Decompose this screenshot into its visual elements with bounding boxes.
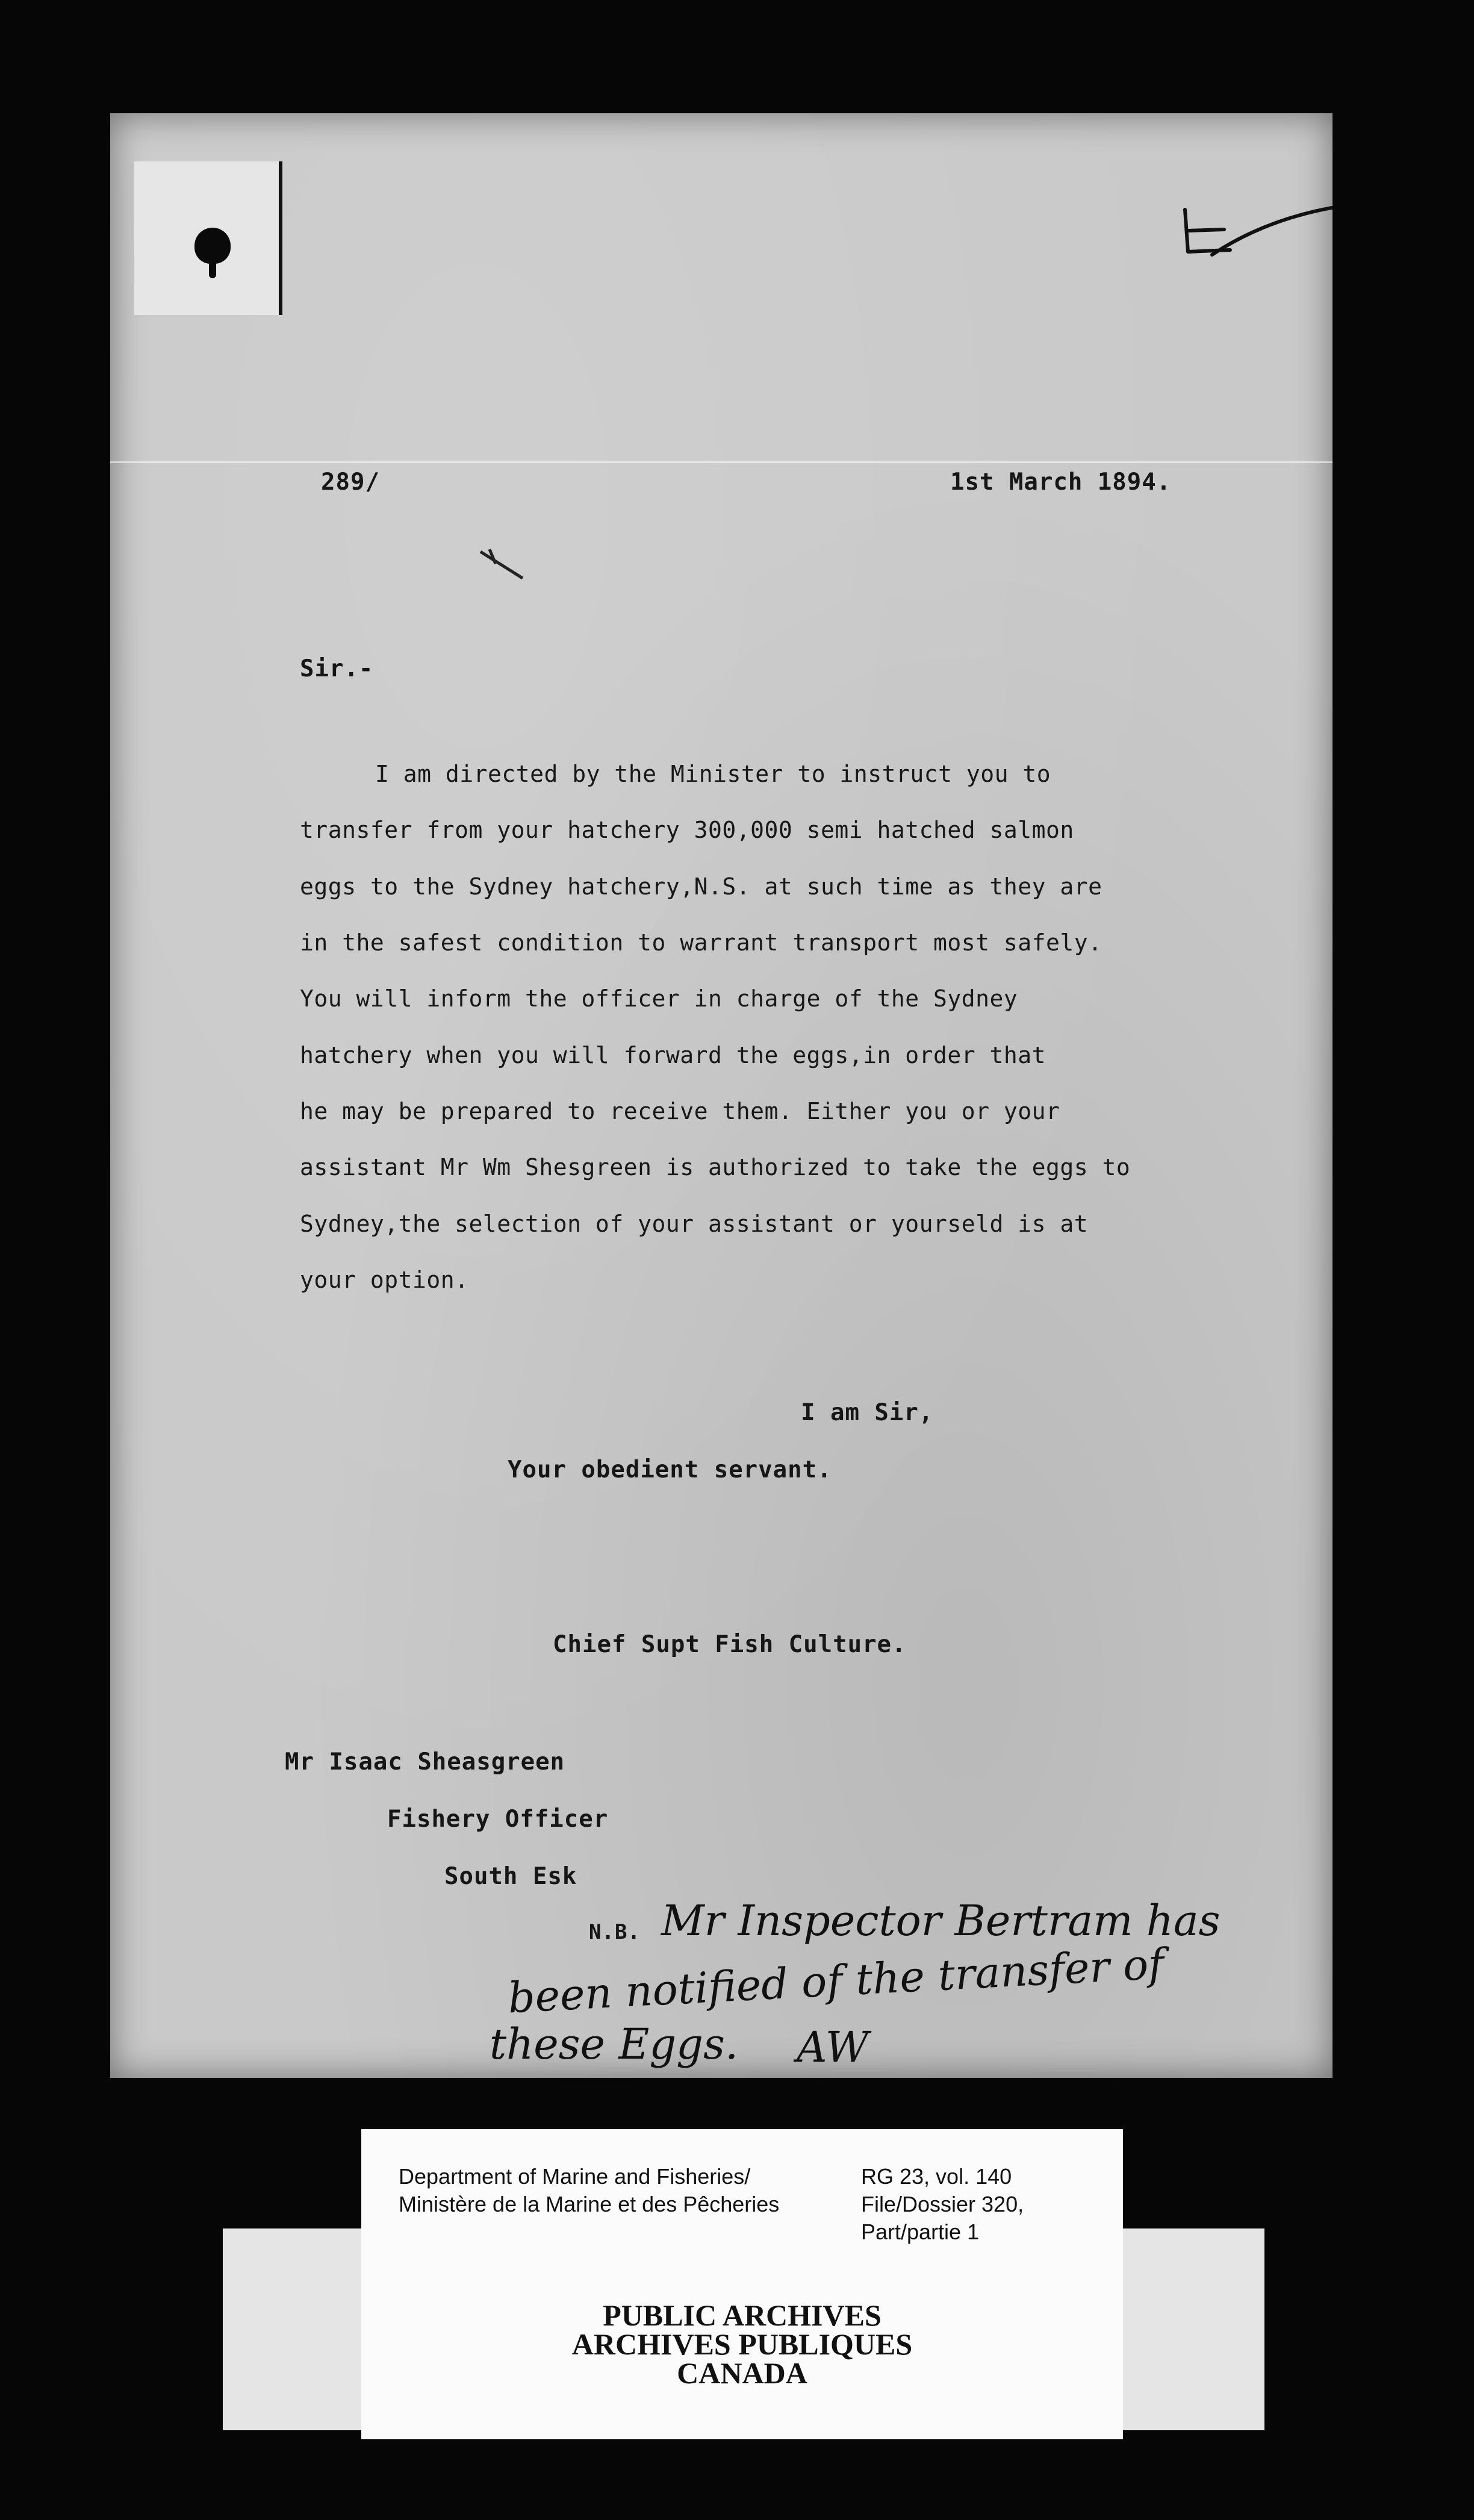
body-line: he may be prepared to receive them. Either you or your	[300, 1098, 1060, 1124]
stamp-line: CANADA	[677, 2356, 807, 2390]
salutation: Sir.-	[300, 655, 374, 682]
punch-hole-area	[134, 161, 282, 315]
punch-hole-icon	[194, 228, 231, 264]
letter-page	[110, 113, 1333, 2078]
reference-line: File/Dossier 320,	[861, 2192, 1024, 2216]
reference-line: Part/partie 1	[861, 2219, 980, 2244]
department-en: Department of Marine and Fisheries/	[399, 2164, 751, 2189]
body-line: eggs to the Sydney hatchery,N.S. at such time as they are	[300, 873, 1102, 900]
handwritten-initials: AW	[797, 2023, 869, 2072]
film-strip-right	[1114, 2228, 1264, 2430]
handwritten-note-line: been notified of the transfer of	[506, 1939, 1165, 2023]
signature-title: Chief Supt Fish Culture.	[553, 1631, 907, 1658]
body-line: assistant Mr Wm Shesgreen is authorized to take the eggs to	[300, 1154, 1131, 1180]
corner-mark-e	[1176, 195, 1333, 267]
letter-date: 1st March 1894.	[950, 469, 1172, 496]
closing-line-2: Your obedient servant.	[508, 1456, 832, 1483]
closing-line-1: I am Sir,	[801, 1399, 934, 1426]
fold-line	[110, 461, 1333, 463]
pencil-tick-icon	[477, 547, 526, 583]
body-line: hatchery when you will forward the eggs,in order that	[300, 1042, 1046, 1068]
body-line: in the safest condition to warrant transport most safely.	[300, 929, 1102, 956]
addressee-place: South Esk	[444, 1863, 577, 1890]
body-line: Sydney,the selection of your assistant or yourseld is at	[300, 1211, 1089, 1237]
addressee-title: Fishery Officer	[387, 1806, 609, 1833]
reference-block	[861, 2163, 1024, 2246]
department-fr: Ministère de la Marine et des Pêcheries	[399, 2192, 780, 2216]
letter-reference: 289/	[321, 469, 380, 496]
stamp-line: PUBLIC ARCHIVES	[603, 2298, 882, 2332]
body-line: your option.	[300, 1267, 469, 1293]
archives-stamp	[361, 2298, 1123, 2390]
body-line: You will inform the officer in charge of the Sydney	[300, 985, 1018, 1012]
handwritten-note-line: these Eggs.	[490, 2019, 739, 2069]
nb-label: N.B.	[589, 1920, 641, 1944]
film-strip-left	[223, 2228, 379, 2430]
department-block	[399, 2163, 779, 2218]
body-line: I am directed by the Minister to instruct you to	[375, 761, 1051, 787]
archive-label	[361, 2129, 1123, 2439]
reference-line: RG 23, vol. 140	[861, 2164, 1012, 2189]
addressee-name: Mr Isaac Sheasgreen	[285, 1748, 565, 1776]
handwritten-note-line: Mr Inspector Bertram has	[661, 1896, 1221, 1945]
stamp-line: ARCHIVES PUBLIQUES	[571, 2327, 913, 2361]
body-line: transfer from your hatchery 300,000 semi hatched salmon	[300, 817, 1074, 843]
